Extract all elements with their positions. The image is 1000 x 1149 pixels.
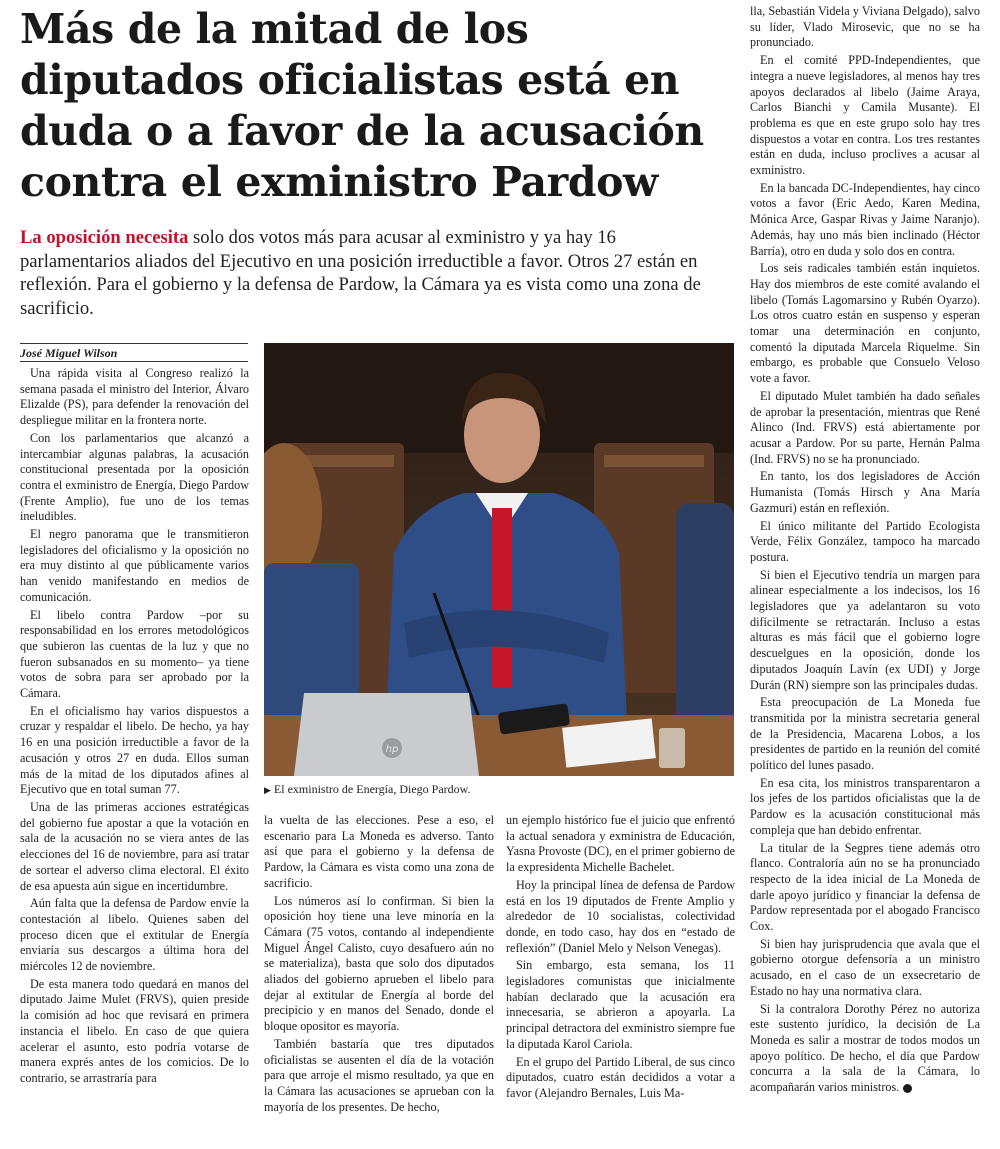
body-paragraph: En esa cita, los ministros transparentaron a los jefes de los partidos oficialistas que la de Pardow es la acusación constitucional más compleja que han debido enfrentar.	[750, 775, 980, 837]
body-paragraph: También bastaría que tres diputados oficialistas se ausenten el día de la votación para que arroje el mismo resultado, ya que en la Cámara las acusaciones se aprueban con la mayoría de los presentes. De hecho,	[264, 1036, 494, 1114]
body-column-4	[750, 4, 980, 1096]
body-paragraph: Una rápida visita al Congreso realizó la semana pasada el ministro del Interior, Álvaro Elizalde (PS), para defender la renovación del despliegue militar en la frontera norte.	[20, 366, 249, 428]
body-paragraph: Si la contralora Dorothy Pérez no autoriza este sustento jurídico, la decisión de La Moneda es salir a mostrar de todos modos un apoyo político. De hecho, el día que Pardow concurra a la sala de la Cámara, lo acompañarán varios ministros.	[750, 1001, 980, 1095]
body-paragraph: Una de las primeras acciones estratégicas del gobierno fue apostar a que la votación en sala de la acusación no se viera antes de las elecciones del 16 de noviembre, para así tratar de sortear el adverso clima electoral. El éxito de esa apuesta aún sigue en incertidumbre.	[20, 799, 249, 893]
byline: José Miguel Wilson	[20, 343, 248, 362]
body-paragraph: En el comité PPD-Independientes, que integra a nueve legisladores, al menos hay tres apoyos declarados al libelo (Jaime Araya, Carlos Bianchi y Camila Musante). El problema es que en este grupo solo hay tres dispuestos a votar en contra. Los tres restantes están en duda, incluso proclives a acusar al exministro.	[750, 53, 980, 178]
body-column-3	[506, 813, 735, 1102]
deck-text: solo dos votos más para acusar al exministro y ya hay 16 parlamentarios aliados del Ejecutivo en una posición irreductible a favor. Otros 27 están en reflexión. Para el gobierno y la defensa de Pardow, la Cámara ya es vista como una zona de sacrificio.	[20, 227, 701, 319]
body-paragraph: En el grupo del Partido Liberal, de sus cinco diputados, cuatro están decididos a votar a favor (Alejandro Bernales, Luis Ma-	[506, 1054, 735, 1100]
caption-triangle-icon: ▶	[264, 785, 271, 795]
body-paragraph: Si bien el Ejecutivo tendría un margen para alinear especialmente a los indecisos, los 16 legisladores que ya adelantaron su voto difícilmente se retractarán. Incluso a estas alturas es más fácil que el gobierno logre descuelgues en la oposición, donde los diputados Joaquín Lavín (ex UDI) y Jorge Durán (RN) siempre son las principales dudas.	[750, 567, 980, 692]
body-paragraph: El negro panorama que le transmitieron legisladores del oficialismo y la oposición no era muy distinto al que públicamente varios han venido manifestando en medios de comunicación.	[20, 527, 249, 604]
body-paragraph: Hoy la principal línea de defensa de Pardow está en los 19 diputados de Frente Amplio y alrededor de 10 socialistas, colectividad donde, en todo caso, hay dos en “estado de reflexión” (Daniel Melo y Nelson Venegas).	[506, 877, 735, 955]
body-paragraph: De esta manera todo quedará en manos del diputado Jaime Mulet (FRVS), quien preside la comisión ad hoc que revisará en primera instancia el libelo. En caso de que quiera acelerar el asunto, esto podría votarse de manera exprés antes de los comicios. De lo contrario, se arrastraría para	[20, 976, 249, 1085]
body-paragraph: Con los parlamentarios que alcanzó a intercambiar algunas palabras, la acusación constitucional presentada por la oposición contra el exministro de Energía, Diego Pardow (Frente Amplio), fue uno de los temas ineludibles.	[20, 430, 249, 524]
body-paragraph: En tanto, los dos legisladores de Acción Humanista (Tomás Hirsch y Ana María Gazmuri) están en reflexión.	[750, 469, 980, 515]
headline: Más de la mitad de los diputados oficialistas está en duda o a favor de la acusación contra el exministro Pardow	[20, 5, 704, 206]
body-paragraph: El diputado Mulet también ha dado señales de aprobar la presentación, mientras que René Alinco (Ind. FRVS) está abiertamente por acusar a Pardow. Por su parte, Hernán Palma (Ind. FRVS) no se ha pronunciado.	[750, 388, 980, 466]
body-paragraph: lla, Sebastián Videla y Viviana Delgado), salvo su líder, Vlado Mirosevic, que no se ha pronunciado.	[750, 4, 980, 50]
body-paragraph: un ejemplo histórico fue el juicio que enfrentó la actual senadora y exministra de Educación, Yasna Provoste (DC), en el primer gobierno de la expresidenta Michelle Bachelet.	[506, 813, 735, 875]
caption-text: El exministro de Energía, Diego Pardow.	[273, 782, 471, 796]
laptop-logo: hp	[385, 744, 399, 755]
deck	[20, 226, 722, 320]
body-paragraph: Los seis radicales también están inquietos. Hay dos miembros de este comité avalando el libelo (Tomás Lagomarsino y Rubén Oyarzo). Los otros cuatro están en suspenso y esperan tomar una determinación en conjunto, comentó la diputada Marcela Riquelme. Sin embargo, es probable que Consuelo Veloso vote a favor.	[750, 261, 980, 386]
body-column-1	[20, 366, 249, 1087]
body-paragraph: La titular de la Segpres tiene además otro flanco. Contraloría aún no se ha pronunciado respecto de la idea inicial de La Moneda de darle apoyo jurídico y financiar la defensa de Pardow representada por el abogado Francisco Cox.	[750, 840, 980, 934]
body-paragraph: El libelo contra Pardow –por su responsabilidad en los errores metodológicos que subieron las cuentas de la luz y que no fueron subsanados en su momento– ya tiene votos de sobra para ser aprobado por la Cámara.	[20, 607, 249, 701]
body-paragraph: En la bancada DC-Independientes, hay cinco votos a favor (Eric Aedo, Karen Medina, Mónica Arce, Gaspar Rivas y Jaime Naranjo). Además, hay uno más bien inclinado (Héctor Barría), otro en duda y solo dos en contra.	[750, 180, 980, 258]
body-paragraph: la vuelta de las elecciones. Pese a eso, el escenario para La Moneda es adverso. Tanto así que para el gobierno y la defensa de Pardow, la Cámara es vista como una zona de sacrificio.	[264, 813, 494, 890]
body-paragraph: El único militante del Partido Ecologista Verde, Félix González, tampoco ha marcado postura.	[750, 518, 980, 564]
body-column-2	[264, 813, 494, 1115]
body-paragraph: Los números así lo confirman. Si bien la oposición hoy tiene una leve minoría en la Cámara (75 votos, contando al independiente Miguel Ángel Calisto, cuyo desafuero aún no se materializa), basta que solo dos diputados aliados del gobierno aprueben el libelo para dejar al extitular de Energía al borde del precipicio y en manos del Senado, donde el bloque opositor es mayoría.	[264, 893, 494, 1034]
body-paragraph: Sin embargo, esta semana, los 11 legisladores comunistas que inicialmente habían declarado que la acusación era innecesaria, se abrieron a apoyarla. La principal detractora del exministro siempre fue la diputada Karol Cariola.	[506, 958, 735, 1051]
deck-lead: La oposición necesita	[20, 227, 189, 248]
article-photo	[264, 343, 734, 776]
end-of-article-mark	[903, 1084, 912, 1093]
photo-caption	[264, 782, 734, 797]
body-paragraph: En el oficialismo hay varios dispuestos a cruzar y respaldar el libelo. De hecho, ya hay 16 en una posición irreductible a favor de la acusación y otros 27 en duda. Ellos suman más de la mitad de los diputados afines al Ejecutivo que en total suman 77.	[20, 703, 249, 797]
body-paragraph: Esta preocupación de La Moneda fue transmitida por la ministra secretaria general de la Presidencia, Macarena Lobos, a los presidentes de partido en la reunión del comité político del lunes pasado.	[750, 695, 980, 773]
body-paragraph: Si bien hay jurisprudencia que avala que el gobierno otorgue defensoría a un ministro acusado, en el caso de un exsecretario de Estado no hay una normativa clara.	[750, 936, 980, 998]
body-paragraph: Aún falta que la defensa de Pardow envíe la contestación al libelo. Quienes saben del proceso dicen que el extitular de Energía enviaría sus descargos a última hora del miércoles 12 de noviembre.	[20, 896, 249, 974]
